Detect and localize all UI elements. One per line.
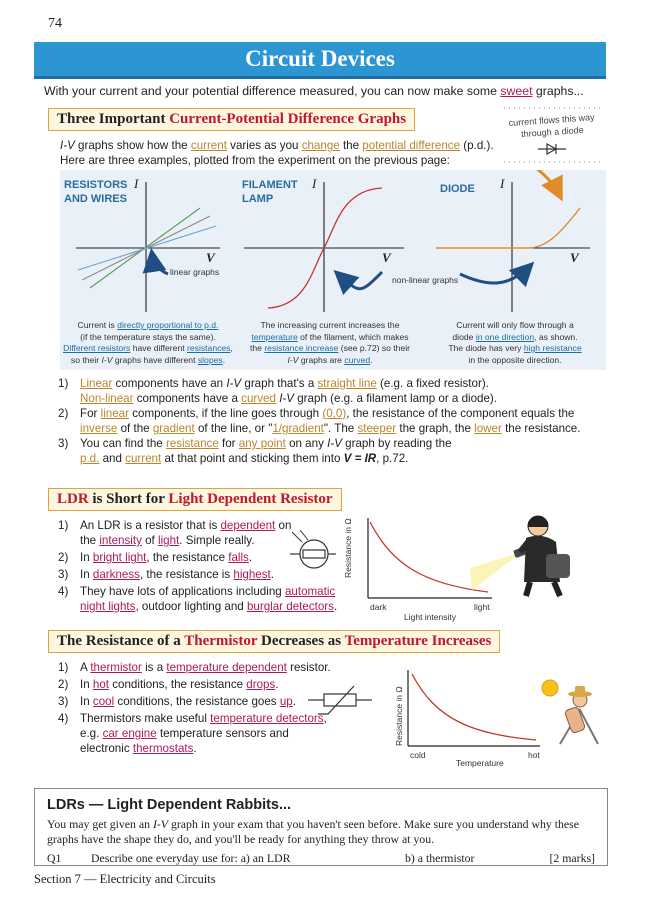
graph3-label: DIODE: [440, 183, 475, 195]
question-part-b: b) a thermistor: [405, 851, 475, 865]
ldr-xlabel: Light intensity: [404, 612, 456, 622]
nonlinear-arrow-left: [338, 272, 382, 289]
sun-icon: [542, 680, 558, 696]
diode-curve: [436, 208, 580, 248]
section-heading-iv-graphs: Three Important Current-Potential Difference Graphs: [48, 108, 415, 131]
graph3-caption: Current will only flow through a diode in one direction, as shown. The diode has very high resistance in the opposite direction.: [448, 320, 582, 365]
iv-graphs-panel: [60, 170, 606, 370]
note-line-2: through a diode: [520, 124, 584, 140]
ldr-symbol-icon: [286, 528, 338, 574]
exam-intro: You may get given an I-V graph in your exam that you haven't seen before. Make sure you understand why these graphs have the shape they do, and you'll be ready for anything they throw at you.: [47, 817, 579, 846]
list-item: 1) Linear components have an I-V graph that's a straight line (e.g. a fixed resistor). Non-linear components have a curved I-V graph (e.g. a filament lamp or a diode).: [58, 377, 498, 405]
note-arrow: [534, 170, 560, 196]
question-text: Describe one everyday use for: a) an LDR: [91, 851, 291, 865]
thermistor-ylabel: Resistance in Ω: [394, 686, 404, 746]
list-item: 2) For linear components, if the line goes through (0,0), the resistance of the component equals the inverse of the gradient of the line, or "1/gradient". The steeper the graph, the lower the resistance.: [58, 407, 581, 435]
graph2-caption: The increasing current increases the temperature of the filament, which makes the resistance increase (see p.72) so their I-V graphs are curved.: [249, 320, 411, 365]
thermistor-curve: [412, 674, 536, 740]
thermistor-xlabel: Temperature: [456, 758, 504, 768]
thermistor-xlabel-right: hot: [528, 750, 540, 760]
graph3-axis-i: I: [500, 176, 505, 191]
list-item: 1) An LDR is a resistor that is dependent on the intensity of light. Simple really.: [58, 519, 292, 547]
graph2-label: FILAMENT LAMP: [242, 179, 298, 205]
footer-section-label: Section 7 — Electricity and Circuits: [34, 872, 216, 886]
iv-intro: I-V graphs show how the current varies as you change the potential difference (p.d.). Here are three examples, plotted from the experiment on the previous page:: [60, 139, 494, 167]
graph3-axes: [436, 182, 590, 312]
graph1-label: RESISTORS AND WIRES: [64, 179, 128, 205]
thermistor-symbol-icon: [306, 680, 376, 720]
exam-title: LDRs — Light Dependent Rabbits...: [47, 797, 292, 813]
graph3-axis-v: V: [570, 250, 579, 265]
question-marks: [2 marks]: [549, 851, 595, 865]
list-item: 4) They have lots of applications including automatic night lights, outdoor lighting and burglar detectors.: [58, 585, 338, 613]
list-item: 3) In darkness, the resistance is highest.: [58, 568, 274, 581]
list-item: 4) Thermistors make useful temperature detectors, e.g. car engine temperature sensors and electronic thermostats.: [58, 712, 327, 755]
thermistor-xlabel-left: cold: [410, 750, 426, 760]
sunbather-illustration: [540, 674, 610, 750]
list-item: 1) A thermistor is a temperature dependent resistor.: [58, 661, 331, 674]
nonlinear-arrow-right: [460, 266, 530, 283]
burglar-torch-illustration: [466, 512, 576, 598]
linear-graphs-label: linear graphs: [170, 267, 220, 277]
list-item: 2) In bright light, the resistance falls.: [58, 551, 253, 564]
thermistor-graph: [402, 666, 552, 756]
exam-question: [47, 851, 595, 867]
nonlinear-graphs-label: non-linear graphs: [392, 275, 459, 285]
graph1-axis-v: V: [206, 250, 215, 265]
ldr-xlabel-left: dark: [370, 602, 387, 612]
ldr-xlabel-right: light: [474, 602, 490, 612]
note-line-1: current flows this way: [508, 112, 595, 129]
list-item: 3) You can find the resistance for any point on any I-V graph by reading the p.d. and current at that point and sticking them into V = IR, p.72.: [58, 437, 452, 465]
question-number: Q1: [47, 851, 62, 865]
page-title: Circuit Devices: [34, 42, 606, 79]
diode-symbol-icon: [538, 144, 566, 154]
list-item: 2) In hot conditions, the resistance drops.: [58, 678, 279, 691]
iv-points-list: [58, 376, 610, 466]
graph2-axis-v: V: [382, 250, 391, 265]
exam-question-box: [34, 788, 608, 866]
ldr-ylabel: Resistance in Ω: [343, 518, 353, 578]
graph2-axis-i: I: [312, 176, 317, 191]
intro-text: With your current and your potential difference measured, you can now make some sweet graphs...: [44, 84, 584, 98]
section-heading-ldr: LDR is Short for Light Dependent Resistor: [48, 488, 342, 511]
page-number: 74: [48, 16, 62, 31]
section-heading-thermistor: The Resistance of a Thermistor Decreases as Temperature Increases: [48, 630, 500, 653]
linear-arrow: [152, 254, 168, 274]
graph1-caption: Current is directly proportional to p.d. (if the temperature stays the same). Different resistors have different resistances, so their I-V graphs have different slopes.: [63, 320, 233, 365]
list-item: 3) In cool conditions, the resistance goes up.: [58, 695, 296, 708]
diode-note: [496, 104, 608, 166]
graph1-axis-i: I: [134, 176, 139, 191]
